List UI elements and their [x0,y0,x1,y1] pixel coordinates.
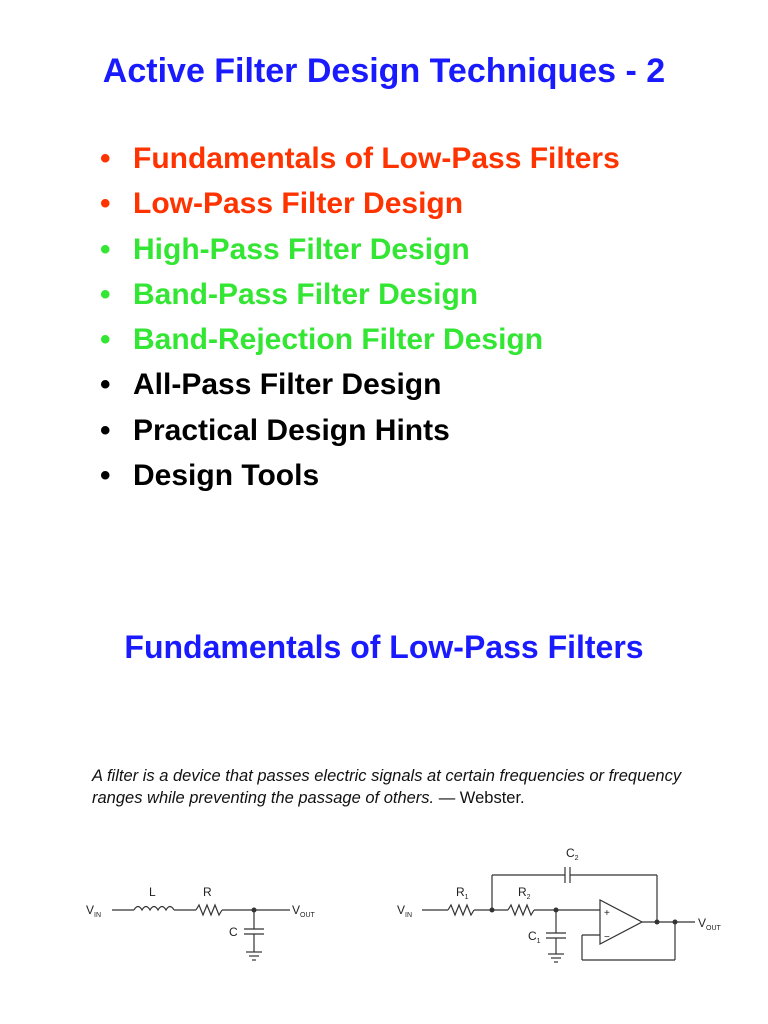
topic-label: Low-Pass Filter Design [133,187,464,221]
capacitor-label: C [229,925,238,939]
topic-label: Design Tools [133,459,320,493]
topic-label: Band-Rejection Filter Design [133,323,544,357]
slide-1-title: Active Filter Design Techniques - 2 [102,52,666,90]
bullet-icon: • [100,277,111,311]
quote-text: A filter is a device that passes electric signals at certain frequencies or frequency ranges while preventing the passage of others. [92,766,682,807]
resistor-label: R [203,885,212,899]
c1-label: $C_1$ [528,929,541,945]
inductor-label: L [149,885,156,899]
topic-list [100,136,620,498]
topic-label: High-Pass Filter Design [133,232,470,266]
circuit-schematics [0,830,768,980]
r2-label: $R_2$ [518,885,531,901]
r1-label: $R_1$ [456,885,469,901]
passive-rlc-circuit [112,905,290,960]
vin-label: $V_{IN}$ [86,903,102,919]
bullet-icon: • [100,368,111,402]
topic-label: All-Pass Filter Design [133,368,442,402]
topic-item [100,317,620,362]
r2-resistor-symbol [508,905,534,915]
topic-label: Band-Pass Filter Design [133,277,479,311]
topic-item [100,181,620,226]
quote-attribution: — Webster. [434,788,525,807]
inductor-symbol [134,907,174,911]
topic-item [100,136,620,181]
topic-item [100,453,620,498]
bullet-icon: • [100,413,111,447]
topic-item [100,362,620,407]
op-amp-minus-label: − [604,932,610,943]
topic-item [100,272,620,317]
bullet-icon: • [100,142,111,175]
r1-resistor-symbol [448,905,474,915]
filter-definition-quote [92,765,712,809]
slide-2-title: Fundamentals of Low-Pass Filters [124,629,644,665]
bullet-icon: • [100,323,111,357]
vout-label: $V_{OUT}$ [292,903,315,919]
topic-label: Fundamentals of Low-Pass Filters [133,142,620,175]
resistor-symbol [196,905,222,915]
bullet-icon: • [100,187,111,221]
bullet-icon: • [100,459,111,493]
topic-item [100,408,620,453]
active-vin-label: $V_{IN}$ [397,903,413,919]
c2-label: $C_2$ [566,846,579,862]
bullet-icon: • [100,232,111,266]
op-amp-plus-label: + [604,908,610,919]
topic-label: Practical Design Hints [133,413,450,447]
topic-item [100,227,620,272]
active-vout-label: $V_{OUT}$ [698,916,721,932]
active-sallen-key-circuit [422,867,695,962]
